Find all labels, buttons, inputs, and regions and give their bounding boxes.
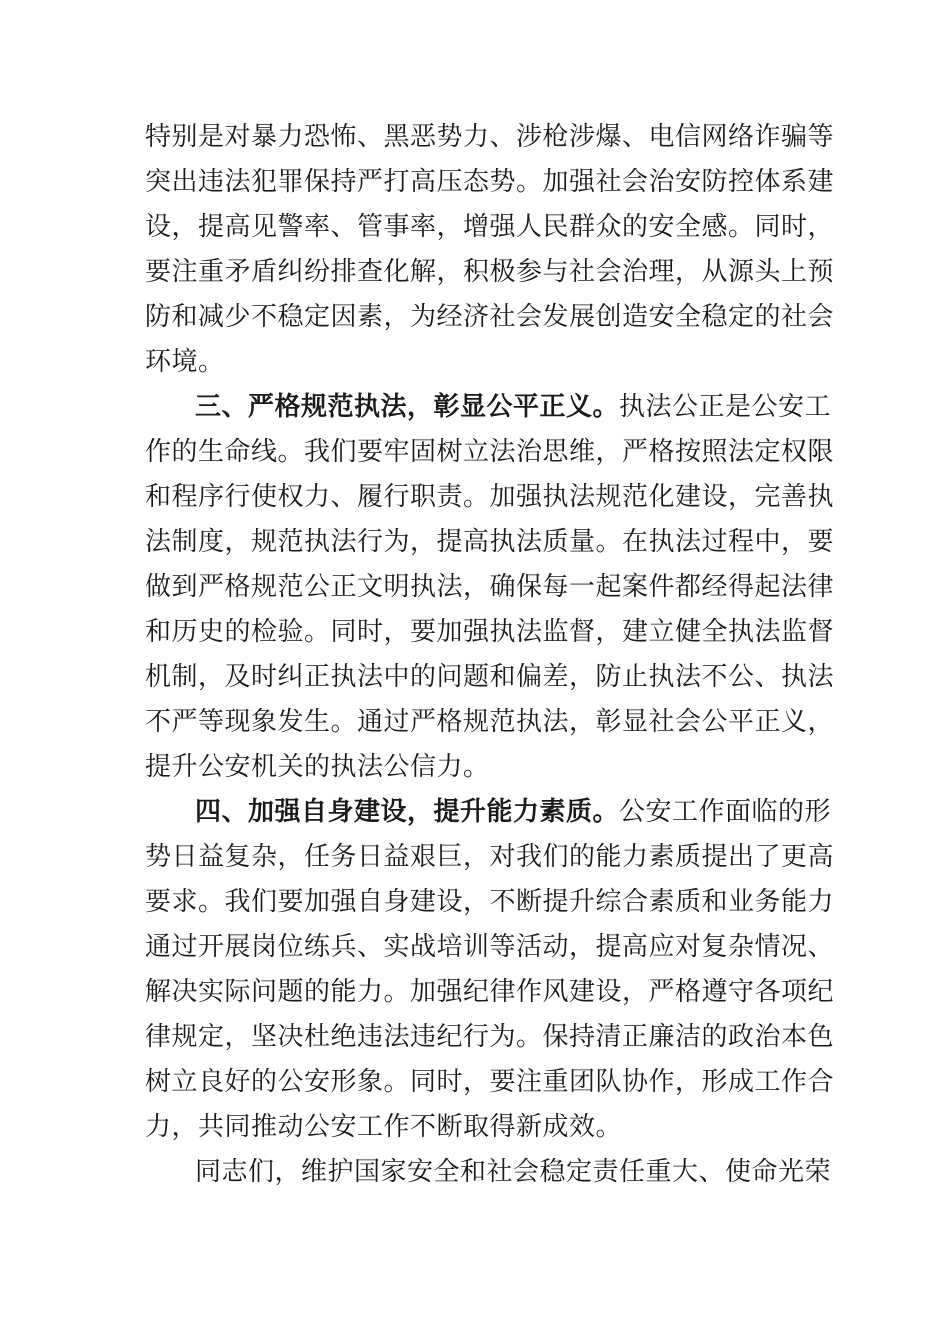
- section-heading-line: [145, 385, 832, 430]
- section-heading: 三、严格规范执法，彰显公平正义。: [195, 392, 620, 422]
- text-line: 同志们，维护国家安全和社会稳定责任重大、使命光荣: [195, 1157, 832, 1187]
- text-line: 要求。我们要加强自身建设，不断提升综合素质和业务能力: [145, 887, 835, 917]
- text-line: 势日益复杂，任务日益艰巨，对我们的能力素质提出了更高: [145, 842, 835, 872]
- text-line: 做到严格规范公正文明执法，确保每一起案件都经得起法律: [145, 572, 835, 602]
- text-line: 力，共同推动公安工作不断取得新成效。: [145, 1112, 623, 1142]
- section-text: 执法公正是公安工: [619, 392, 832, 422]
- section-heading-line: [145, 790, 832, 835]
- section-heading: 四、加强自身建设，提升能力素质。: [195, 797, 620, 827]
- text-line: 要注重矛盾纠纷排查化解，积极参与社会治理，从源头上预: [145, 257, 835, 287]
- text-line: 和程序行使权力、履行职责。加强执法规范化建设，完善执: [145, 482, 835, 512]
- section-text: 公安工作面临的形: [619, 797, 832, 827]
- document-page: [145, 115, 835, 1195]
- text-line: 法制度，规范执法行为，提高执法质量。在执法过程中，要: [145, 527, 835, 557]
- text-line: 解决实际问题的能力。加强纪律作风建设，严格遵守各项纪: [145, 977, 835, 1007]
- text-line: 不严等现象发生。通过严格规范执法，彰显社会公平正义，: [145, 707, 835, 737]
- text-line: 设，提高见警率、管事率，增强人民群众的安全感。同时，: [145, 212, 835, 242]
- text-line: 通过开展岗位练兵、实战培训等活动，提高应对复杂情况、: [145, 932, 835, 962]
- text-line: 环境。: [145, 347, 225, 377]
- text-line: 作的生命线。我们要牢固树立法治思维，严格按照法定权限: [145, 437, 835, 467]
- text-line: 突出违法犯罪保持严打高压态势。加强社会治安防控体系建: [145, 167, 835, 197]
- text-line: 律规定，坚决杜绝违法违纪行为。保持清正廉洁的政治本色: [145, 1022, 835, 1052]
- text-line: 特别是对暴力恐怖、黑恶势力、涉枪涉爆、电信网络诈骗等: [145, 122, 835, 152]
- text-line: 提升公安机关的执法公信力。: [145, 752, 490, 782]
- text-line: 和历史的检验。同时，要加强执法监督，建立健全执法监督: [145, 617, 835, 647]
- text-line: 机制，及时纠正执法中的问题和偏差，防止执法不公、执法: [145, 662, 835, 692]
- text-line: 树立良好的公安形象。同时，要注重团队协作，形成工作合: [145, 1067, 835, 1097]
- text-line: 防和减少不稳定因素，为经济社会发展创造安全稳定的社会: [145, 302, 835, 332]
